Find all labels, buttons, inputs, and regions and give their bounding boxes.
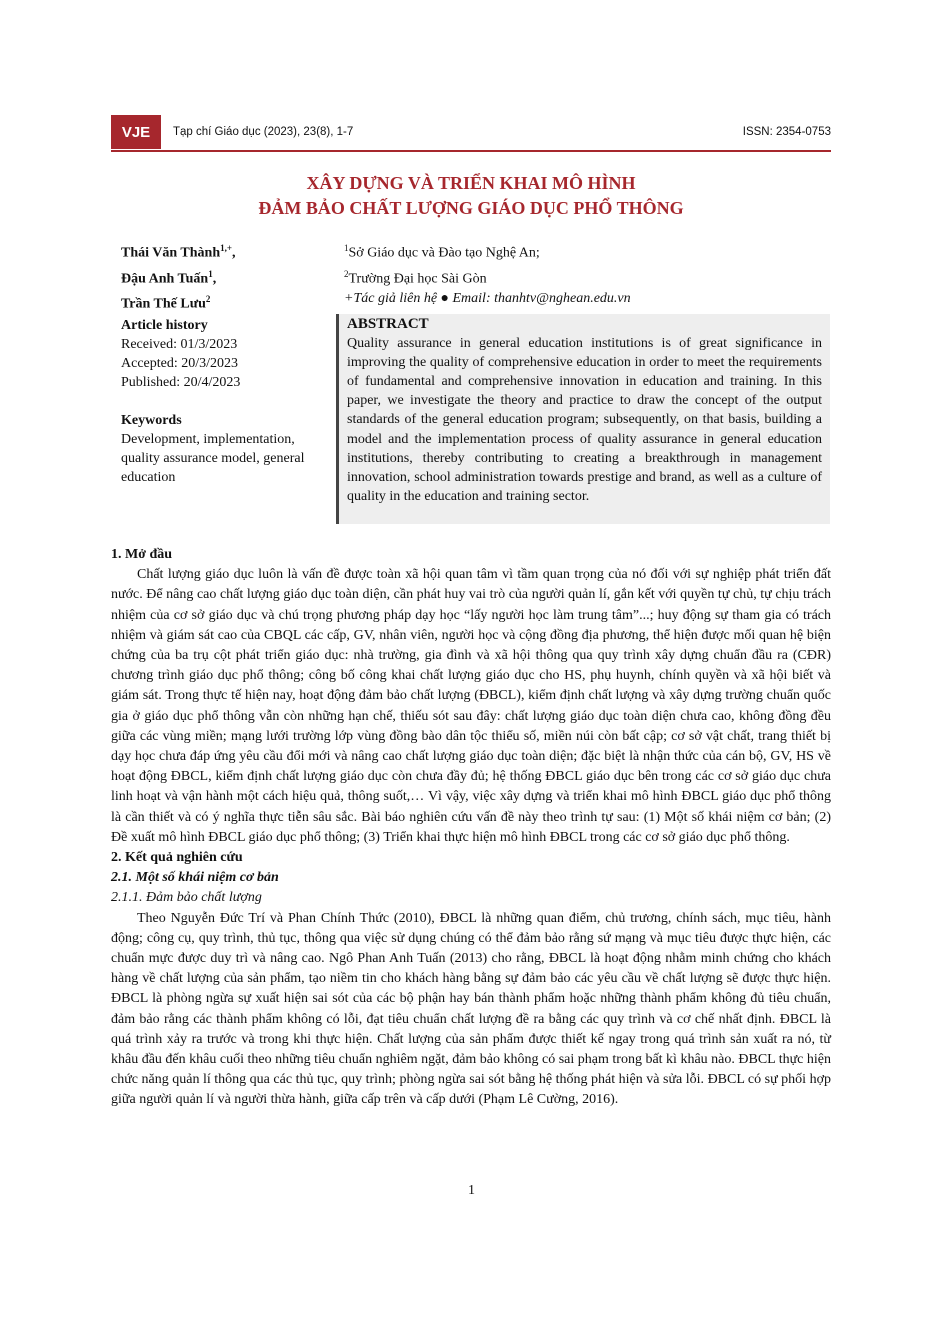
author-name: Trần Thế Lưu xyxy=(121,296,206,312)
journal-badge: VJE xyxy=(111,115,161,149)
section-heading: 2. Kết quả nghiên cứu xyxy=(111,850,243,866)
paragraph: Theo Nguyễn Đức Trí và Phan Chính Thức (2010), ĐBCL là những quan điểm, chủ trương, chính sách, mục tiêu, hành động; công cụ, quy trình, thủ tục, thông qua việc sử dụng chúng có thể đảm bảo rằng sứ mạng và mục tiêu được thực hiện, các chuẩn mực được duy trì và nâng cao. Ngô Phan Anh Tuấn (2013) cho rằng, ĐBCL là hoạt động nhằm minh chứng cho khách hàng về chất lượng của sản phẩm, tạo niềm tin cho khách hàng bằng sự đảm bảo các yêu cầu về chất lượng sẽ được thực hiện. ĐBCL là phòng ngừa sự xuất hiện sai sót của các bộ phận hay bán thành phẩm hoặc những thành phẩm không đủ tiêu chuẩn, đảm bảo rằng các thành phẩm không có lỗi, đạt tiêu chuẩn chất lượng đề ra bằng các quy trình và cơ chế nhất định. ĐBCL là quá trình xảy ra trước và trong khi thực hiện. Chất lượng của sản phẩm được thiết kế ngay trong quá trình sản xuất ra nó, từ khâu đầu đến khâu cuối theo những tiêu chuẩn nghiêm ngặt, đảm bảo không có sai phạm trong bất kì khâu nào. ĐBCL thực hiện chức năng quản lí thông qua các thủ tục, quy trình; phòng ngừa sai sót bằng hệ thống phát hiện và sửa lỗi. ĐBCL có sự phối hợp giữa người quản lí và người thừa hành, giữa cấp trên và cấp dưới (Phạm Lê Cường, 2016). xyxy=(111,910,831,1108)
affiliation-list xyxy=(344,238,631,309)
affiliation-text: Sở Giáo dục và Đào tạo Nghệ An; xyxy=(348,245,540,261)
abstract-heading: ABSTRACT xyxy=(347,316,429,332)
issn: ISSN: 2354-0753 xyxy=(742,126,831,138)
author-suffix: , xyxy=(232,245,236,261)
author-suffix: , xyxy=(212,271,217,287)
keywords-text: Development, implementation, quality assurance model, general education xyxy=(121,432,305,485)
abstract-text: Quality assurance in general education institutions is of great significance in improving the quality of comprehensive education in order to meet the requirements of fundamental and comprehensive innovation in education and training. In this paper, we investigate the theory and practice to draw the concept of the output standards of the general education program; subsequently, on that basis, building a model and the implementation process of quality assurance in general education institutions, thereby contributing to creating a breakthrough in management innovation, school administration towards prestige and brand, as well as a culture of quality in the education and training sector. xyxy=(347,336,822,504)
author xyxy=(121,289,236,315)
affiliation-text: Trường Đại học Sài Gòn xyxy=(348,271,487,287)
journal-citation: Tạp chí Giáo dục (2023), 23(8), 1-7 xyxy=(173,126,354,138)
paper-title xyxy=(111,171,831,221)
subsection-heading: 2.1. Một số khái niệm cơ bản xyxy=(111,870,279,886)
page-number: 1 xyxy=(468,1183,475,1198)
received-date: Received: 01/3/2023 xyxy=(121,337,238,352)
article-meta xyxy=(121,316,321,487)
article-history-heading: Article history xyxy=(121,318,208,333)
title-line-1: XÂY DỰNG VÀ TRIỂN KHAI MÔ HÌNH xyxy=(306,173,636,193)
paragraph: Chất lượng giáo dục luôn là vấn đề được toàn xã hội quan tâm vì tầm quan trọng của nó đối với sự nghiệp phát triển đất nước. Để nâng cao chất lượng giáo dục toàn diện, cần phát huy vai trò của người quản lí, gắn kết với quyền tự chủ, tự chịu trách nhiệm của cơ sở giáo dục và chú trọng phương pháp dạy học “lấy người học làm trung tâm”...; huy động sự tham gia có trách nhiệm và giám sát cao của CBQL các cấp, GV, nhân viên, người học và cộng đồng địa phương, thể hiện được mối quan hệ biện chứng của ba trụ cột phát triển giáo dục: nhà trường, gia đình và xã hội thông qua quy trình xây dựng chuẩn đầu ra (CĐR) chương trình giáo dục phổ thông; công bố công khai chất lượng giáo dục cho HS, phụ huynh, chính quyền và xã hội biết và giám sát. Trong thực tế hiện nay, hoạt động đảm bảo chất lượng (ĐBCL), kiểm định chất lượng và xây dựng trường chuẩn quốc gia ở giáo dục phổ thông vẫn còn những hạn chế, thiếu sót sau đây: chất lượng giáo dục toàn diện chưa cao, không đồng đều giữa các vùng miền; mạng lưới trường lớp vùng đồng bào dân tộc thiểu số, miền núi còn bất cập; cơ sở vật chất, trang thiết bị dạy học chưa đáp ứng yêu cầu đổi mới và nâng cao chất lượng giáo dục toàn diện; đặc biệt là nhận thức của cán bộ, GV, HS về hoạt động ĐBCL, kiểm định chất lượng giáo dục còn chưa đầy đủ; hệ thống ĐBCL giáo dục bên trong các cơ sở giáo dục chưa linh hoạt và vận hành một cách hiệu quả, thông suốt,… Vì vậy, việc xây dựng và triển khai mô hình ĐBCL giáo dục phổ thông là cần thiết và có ý nghĩa thực tiễn sâu sắc. Bài báo nghiên cứu vấn đề này theo trình tự sau: (1) Một số khái niệm cơ bản; (2) Đề xuất mô hình ĐBCL giáo dục phổ thông; (3) Triển khai thực hiện mô hình ĐBCL trong các cơ sở giáo dục phổ thông. xyxy=(111,567,831,845)
body-text xyxy=(111,545,831,1111)
abstract-box xyxy=(336,314,830,524)
author xyxy=(121,264,236,290)
journal-header xyxy=(111,115,831,149)
subsubsection-heading: 2.1.1. Đảm bảo chất lượng xyxy=(111,890,262,906)
author-sup: 1,+ xyxy=(220,243,232,253)
corresponding-contact: +Tác giả liên hệ ● Email: thanhtv@nghean.edu.vn xyxy=(344,291,631,307)
author xyxy=(121,238,236,264)
affiliation-sup: 2 xyxy=(344,268,349,279)
author-sup: 2 xyxy=(205,294,211,305)
header-rule xyxy=(111,150,831,152)
author-name: Đậu Anh Tuấn xyxy=(121,271,209,287)
section-heading: 1. Mở đầu xyxy=(111,547,173,562)
keywords-heading: Keywords xyxy=(121,413,182,428)
affiliation xyxy=(344,238,631,264)
affiliation-sup: 1 xyxy=(344,243,349,253)
author-name: Thái Văn Thành xyxy=(121,245,221,261)
published-date: Published: 20/4/2023 xyxy=(121,375,241,390)
affiliation xyxy=(344,264,631,290)
author-sup: 1 xyxy=(208,268,213,279)
title-line-2: ĐẢM BẢO CHẤT LƯỢNG GIÁO DỤC PHỔ THÔNG xyxy=(258,198,684,218)
author-list xyxy=(121,238,236,315)
accepted-date: Accepted: 20/3/2023 xyxy=(121,356,239,371)
